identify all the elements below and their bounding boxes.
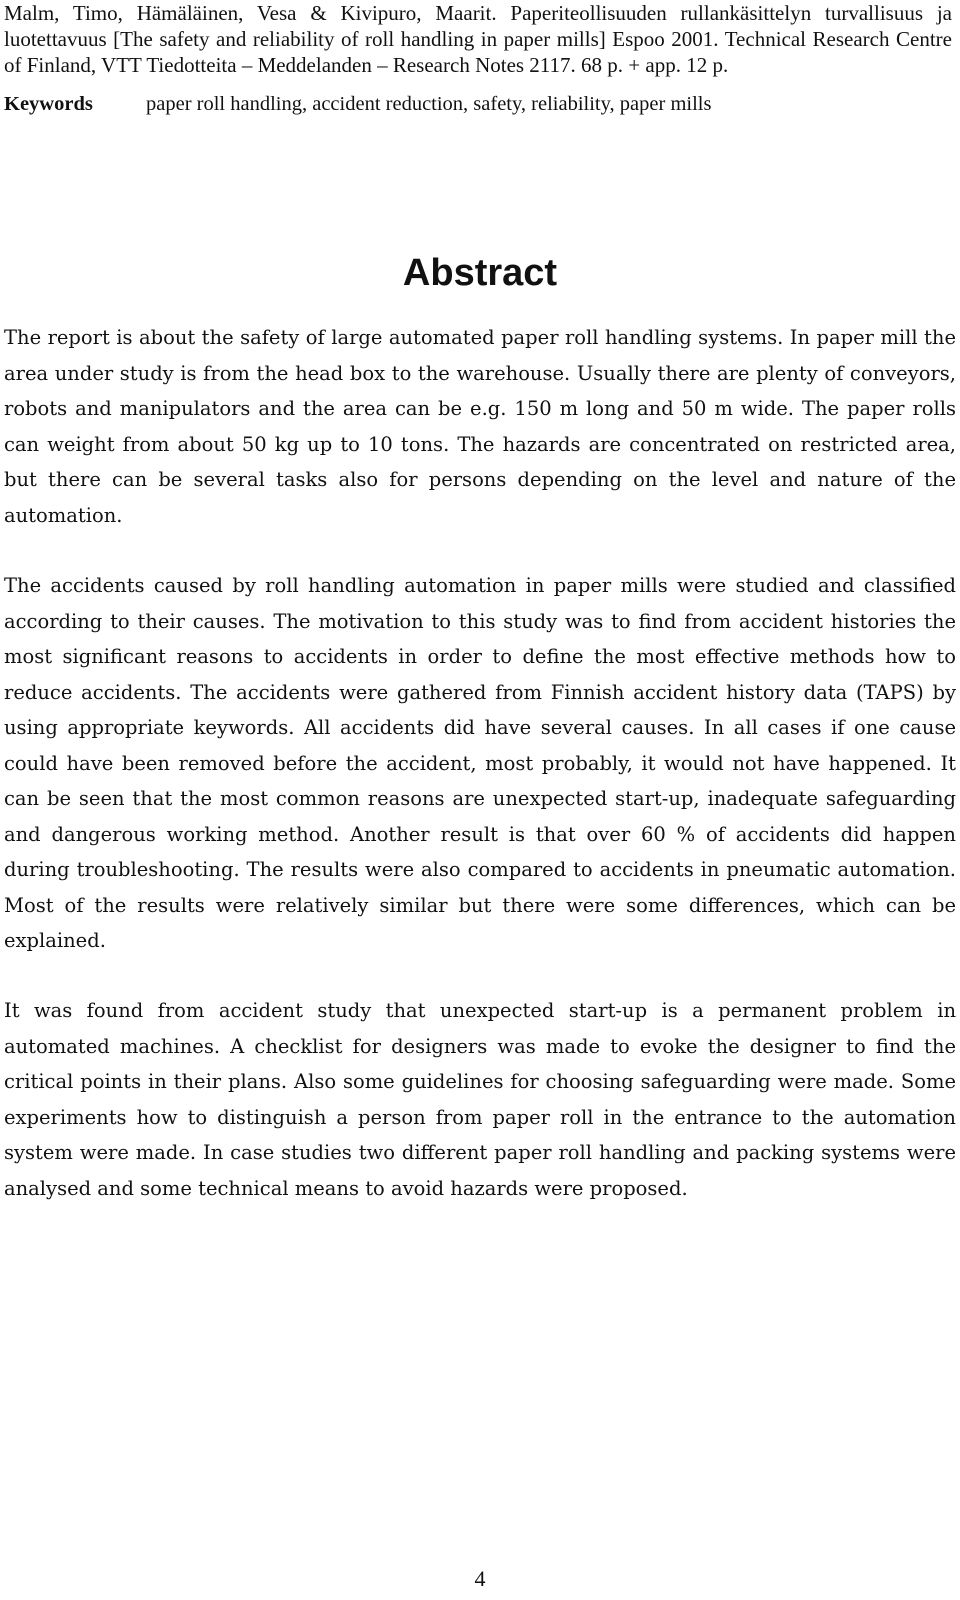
keywords-value: paper roll handling, accident reduction, safety, reliability, paper mills <box>146 93 712 115</box>
abstract-heading: Abstract <box>402 252 558 294</box>
abstract-paragraph-1: The report is about the safety of large automated paper roll handling systems. In paper mill the area under study is from the head box to the warehouse. Usually there are plenty of conveyors, robots and manipulators and the area can be e.g. 150 m long and 50 m wide. The paper rolls can weight from about 50 kg up to 10 tons. The hazards are concentrated on restricted area, but there can be several tasks also for persons depending on the level and nature of the automation. <box>4 326 956 527</box>
page-number: 4 <box>474 1566 486 1591</box>
keywords-row <box>4 91 952 117</box>
keywords-label: Keywords <box>4 93 93 115</box>
abstract-paragraph-3: It was found from accident study that unexpected start-up is a permanent problem in automated machines. A checklist for designers was made to evoke the designer to find the critical points in their plans. Also some guidelines for choosing safeguarding were made. Some experiments how to distinguish a person from paper roll in the entrance to the automation system were made. In case studies two different paper roll handling and packing systems were analysed and some technical means to avoid hazards were proposed. <box>4 999 956 1200</box>
bibliographic-citation: Malm, Timo, Hämäläinen, Vesa & Kivipuro, Maarit. Paperiteollisuuden rullankäsittelyn turvallisuus ja luotettavuus [The safety and reliability of roll handling in paper mills] Espoo 2001. Technical Research Centre of Finland, VTT Tiedotteita – Meddelanden – Research Notes 2117. 68 p. + app. 12 p. <box>4 1 952 77</box>
abstract-paragraph-2: The accidents caused by roll handling automation in paper mills were studied and classified according to their causes. The motivation to this study was to find from accident histories the most significant reasons to accidents in order to define the most effective methods how to reduce accidents. The accidents were gathered from Finnish accident history data (TAPS) by using appropriate keywords. All accidents did have several causes. In all cases if one cause could have been removed before the accident, most probably, it would not have happened. It can be seen that the most common reasons are unexpected start-up, inadequate safeguarding and dangerous working method. Another result is that over 60 % of accidents did happen during troubleshooting. The results were also compared to accidents in pneumatic automation. Most of the results were relatively similar but there were some differences, which can be explained. <box>4 574 956 952</box>
